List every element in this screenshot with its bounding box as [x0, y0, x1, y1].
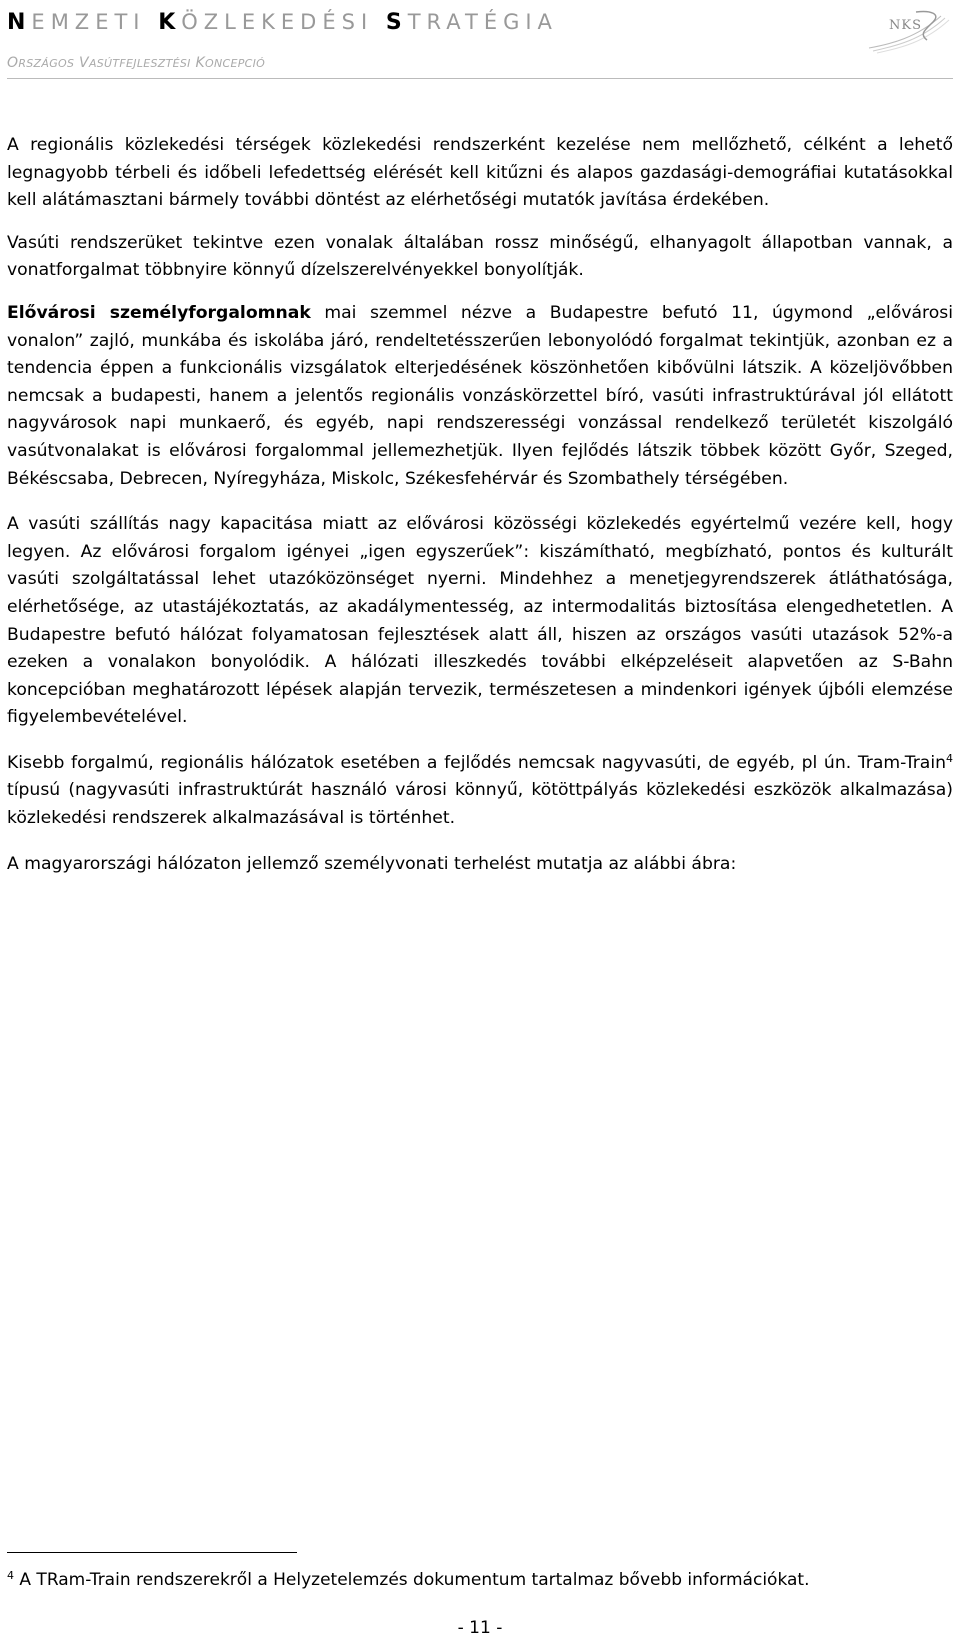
- footnote-divider: [7, 1552, 297, 1553]
- title-word: EMZETI: [31, 10, 146, 34]
- logo-text: NKS: [889, 18, 922, 33]
- nks-logo: [861, 8, 951, 54]
- paragraph-text: Kisebb forgalmú, regionális hálózatok esetében a fejlődés nemcsak nagyvasúti, de egyéb, pl ún. Tram-Train: [7, 752, 946, 773]
- paragraph: Vasúti rendszerüket tekintve ezen vonalak általában rossz minőségű, elhanyagolt állapotban vannak, a vonatforgalmat többnyire könnyű dízelszerelvényekkel bonyolítják.: [7, 232, 953, 281]
- subtitle-word: ONCEPCIÓ: [204, 57, 266, 70]
- paragraph-text: mai szemmel nézve a Budapestre befutó 11, úgymond „elővárosi vonalon” zajló, munkába és iskolába járó, rendeltetésszerűen lebonyolódó forgalmat tekintjük, azonban ez a tendencia éppen a funkcionális vizsgálatok elterjedésének köszönhetően kibővülni látszik. A közeljövőbben nemcsak a budapesti, hanem a jelentős regionális vonzáskörzettel bíró, vasúti infrastruktúrával jól ellátott nagyvárosok napi munkaerő, és egyéb, napi rendszerességi vonzással rendelkező területét kiszolgáló vasútvonalakat is elővárosi forgalommal jellemezhetjük. Ilyen fejlődés látszik többek között Győr, Szeged, Békéscsaba, Debrecen, Nyíregyháza, Miskolc, Székesfehérvár és Szombathely térségében.: [7, 302, 953, 489]
- title-word: TRATÉGIA: [407, 10, 558, 34]
- paragraph: A vasúti szállítás nagy kapacitása miatt az elővárosi közösségi közlekedés egyértelmű vezére kell, hogy legyen. Az elővárosi forgalom igényei „igen egyszerűek”: kiszámítható, megbízható, pontos és kulturált vasúti szolgáltatással lehet utazóközönséget nyerni. Mindehhez a menetjegyrendszerek átláthatósága, elérhetősége, az utastájékoztatás, az akadálymentesség, az intermodalitás biztosítása elengedhetetlen. A Budapestre befutó hálózat folyamatosan fejlesztések alatt áll, hiszen az országos vasúti utazások 52%-a ezeken a vonalakon bonyolódik. A hálózati illeszkedés további elképzeléseit alapvetően az S-Bahn koncepcióban meghatározott lépések alapján tervezik, természetesen a mindenkori igények újbóli elemzése figyelembevételével.: [7, 514, 953, 728]
- header-subtitle: [7, 55, 265, 71]
- footnote-text: A TRam-Train rendszerekről a Helyzetelemzés dokumentum tartalmaz bővebb információkat.: [14, 1570, 810, 1590]
- paragraph: A magyarországi hálózaton jellemző személyvonati terhelést mutatja az alábbi ábra:: [7, 853, 737, 874]
- title-initial: S: [385, 10, 408, 35]
- subtitle-initial: V: [79, 55, 89, 71]
- subtitle-initial: K: [195, 55, 205, 71]
- paragraph-text: típusú (nagyvasúti infrastruktúrát használó városi könnyű, kötöttpályás közlekedési eszközök alkalmazása) közlekedési rendszerek alkalmazásával is történhet.: [7, 780, 953, 829]
- title-initial: K: [158, 10, 182, 35]
- footnote-marker: 4: [7, 1569, 14, 1582]
- document-body: [7, 132, 953, 896]
- footnote-reference[interactable]: 4: [946, 751, 953, 765]
- subtitle-initial: O: [7, 55, 19, 71]
- paragraph: A regionális közlekedési térségek közlekedési rendszerként kezelése nem mellőzhető, célként a lehető legnagyobb térbeli és időbeli lefedettség elérését kell kitűzni és alapos gazdasági-demográfiai kutatásokkal kell alátámasztani bármely további döntést az elérhetőségi mutatók javítása érdekében.: [7, 135, 953, 211]
- subtitle-word: RSZÁGOS: [18, 57, 75, 70]
- title-initial: N: [7, 10, 32, 35]
- header-divider: [7, 78, 953, 79]
- bold-term: Elővárosi személyforgalomnak: [7, 302, 311, 323]
- paragraph: [7, 750, 953, 833]
- paragraph: [7, 300, 953, 493]
- footnote: [7, 1570, 809, 1590]
- header-title: [7, 8, 558, 37]
- subtitle-word: ASÚTFEJLESZTÉSI: [88, 57, 191, 70]
- title-word: ÖZLEKEDÉSI: [181, 10, 374, 34]
- page-number: - 11 -: [457, 1618, 503, 1638]
- page-header: [7, 8, 953, 80]
